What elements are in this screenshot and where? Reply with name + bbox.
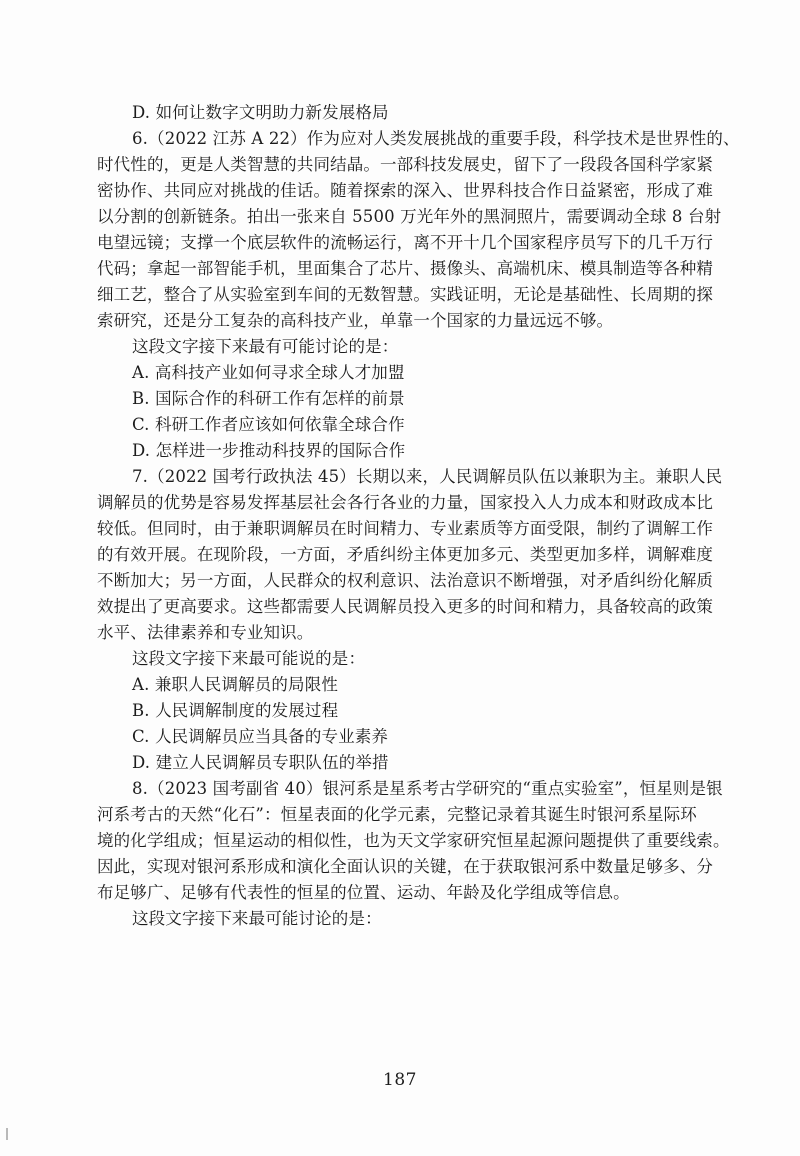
answer-option-line: A. 兼职人民调解员的局限性 — [132, 675, 339, 694]
answer-option-line: A. 高科技产业如何寻求全球人才加盟 — [132, 363, 405, 382]
answer-option-line: D. 建立人民调解员专职队伍的举措 — [132, 753, 389, 772]
paragraph-first-line: 这段文字接下来最可能讨论的是： — [132, 909, 382, 928]
paragraph-line: 境的化学组成；恒星运动的相似性，也为天文学家研究恒星起源问题提供了重要线索。 — [97, 831, 730, 850]
paragraph-line: 布足够广、足够有代表性的恒星的位置、运动、年龄及化学组成等信息。 — [97, 883, 630, 902]
paragraph-line: 河系考古的天然“化石”：恒星表面的化学元素，完整记录着其诞生时银河系星际环 — [97, 805, 697, 824]
paragraph-line: 细工艺，整合了从实验室到车间的无数智慧。实践证明，无论是基础性、长周期的探 — [97, 285, 714, 304]
page-number: 187 — [383, 1070, 417, 1090]
paragraph-line: 索研究，还是分工复杂的高科技产业，单靠一个国家的力量远远不够。 — [97, 311, 614, 330]
paragraph-line: 密协作、共同应对挑战的佳话。随着探索的深入、世界科技合作日益紧密，形成了难 — [97, 181, 714, 200]
paragraph-line: 的有效开展。在现阶段，一方面，矛盾纠纷主体更加多元、类型更加多样，调解难度 — [97, 545, 714, 564]
paragraph-line: 不断加大；另一方面，人民群众的权利意识、法治意识不断增强，对矛盾纠纷化解质 — [97, 571, 714, 590]
paragraph-line: 调解员的优势是容易发挥基层社会各行各业的力量，国家投入人力成本和财政成本比 — [97, 493, 714, 512]
answer-option-line: C. 人民调解员应当具备的专业素养 — [132, 727, 389, 746]
answer-option-line: C. 科研工作者应该如何依靠全球合作 — [132, 415, 405, 434]
answer-option-line: B. 国际合作的科研工作有怎样的前景 — [132, 389, 405, 408]
answer-option-line: B. 人民调解制度的发展过程 — [132, 701, 339, 720]
paragraph-line: 以分割的创新链条。拍出一张来自 5500 万光年外的黑洞照片，需要调动全球 8 台射 — [97, 207, 722, 226]
paragraph-line: 代码；拿起一部智能手机，里面集合了芯片、摄像头、高端机床、模具制造等各种精 — [97, 259, 714, 278]
paragraph-line: 水平、法律素养和专业知识。 — [97, 623, 314, 642]
page-text-body — [97, 100, 740, 932]
scan-edge-mark — [6, 1128, 8, 1140]
paragraph-first-line: 6.（2022 江苏 A 22）作为应对人类发展挑战的重要手段，科学技术是世界性的、 — [132, 129, 740, 148]
paragraph-line: 因此，实现对银河系形成和演化全面认识的关键，在于获取银河系中数量足够多、分 — [97, 857, 714, 876]
paragraph-first-line: 8.（2023 国考副省 40）银河系是星系考古学研究的“重点实验室”，恒星则是银 — [132, 779, 723, 798]
paragraph-line: 电望远镜；支撑一个底层软件的流畅运行，离不开十几个国家程序员写下的几千万行 — [97, 233, 714, 252]
paragraph-first-line: 这段文字接下来最有可能讨论的是： — [132, 337, 399, 356]
paragraph-first-line: 这段文字接下来最可能说的是： — [132, 649, 366, 668]
paragraph-line: 时代性的，更是人类智慧的共同结晶。一部科技发展史，留下了一段段各国科学家紧 — [97, 155, 714, 174]
paragraph-first-line: 7.（2022 国考行政执法 45）长期以来，人民调解员队伍以兼职为主。兼职人民 — [132, 467, 723, 486]
answer-option-line: D. 如何让数字文明助力新发展格局 — [132, 103, 389, 122]
paragraph-line: 较低。但同时，由于兼职调解员在时间精力、专业素质等方面受限，制约了调解工作 — [97, 519, 714, 538]
paragraph-line: 效提出了更高要求。这些都需要人民调解员投入更多的时间和精力，具备较高的政策 — [97, 597, 714, 616]
answer-option-line: D. 怎样进一步推动科技界的国际合作 — [132, 441, 406, 460]
